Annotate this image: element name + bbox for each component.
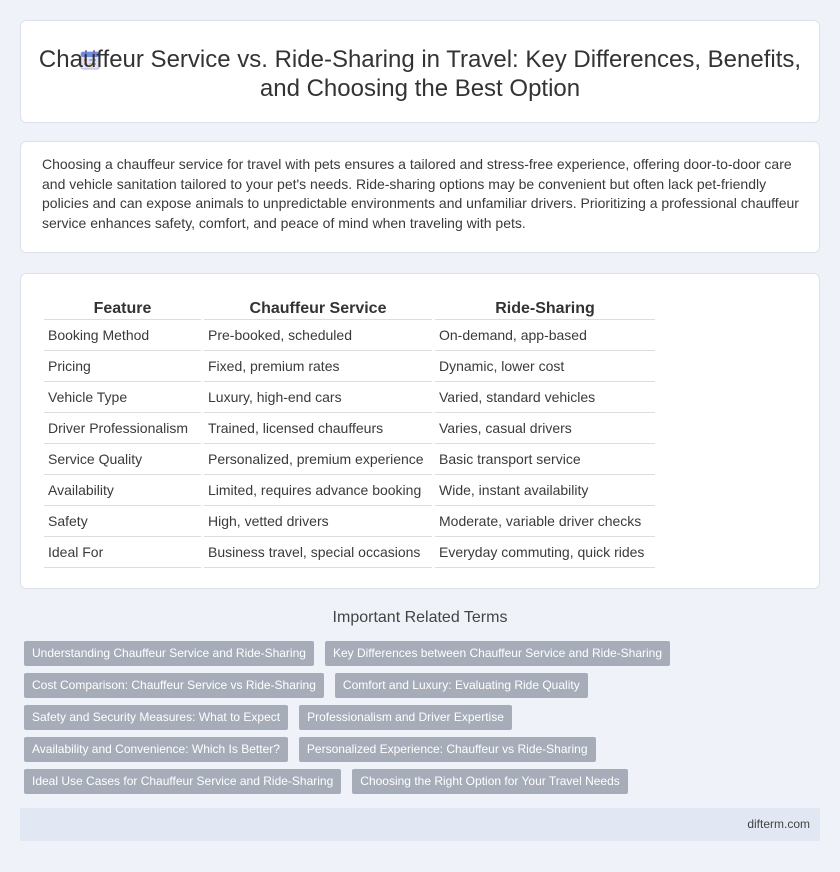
related-term-link[interactable]: Understanding Chauffeur Service and Ride-Sharing — [24, 641, 314, 666]
intro-paragraph: Choosing a chauffeur service for travel with pets ensures a tailored and stress-free experience, offering door-to-door care and vehicle sanitation tailored to your pet's needs. Ride-sharing options may be convenient but often lack pet-friendly policies and can expose animals to unpredictable environments and unfamiliar drivers. Prioritizing a professional chauffeur service enhances safety, comfort, and peace of mind when traveling with pets. — [42, 156, 799, 231]
table-row — [44, 382, 655, 413]
intro-card — [20, 141, 820, 253]
table-cell: Luxury, high-end cars — [204, 382, 432, 413]
table-row — [44, 506, 655, 537]
table-row — [44, 351, 655, 382]
table-cell: Fixed, premium rates — [204, 351, 432, 382]
table-cell: High, vetted drivers — [204, 506, 432, 537]
column-header: Ride-Sharing — [435, 294, 655, 320]
table-row — [44, 475, 655, 506]
table-cell: Vehicle Type — [44, 382, 201, 413]
related-term-link[interactable]: Ideal Use Cases for Chauffeur Service and Ride-Sharing — [24, 769, 341, 794]
table-cell: Moderate, variable driver checks — [435, 506, 655, 537]
title-card — [20, 20, 820, 123]
table-cell: Ideal For — [44, 537, 201, 568]
table-cell: Service Quality — [44, 444, 201, 475]
related-term-link[interactable]: Safety and Security Measures: What to Expect — [24, 705, 288, 730]
table-cell: Availability — [44, 475, 201, 506]
table-header-row — [44, 294, 655, 320]
table-cell: Dynamic, lower cost — [435, 351, 655, 382]
footer — [20, 808, 820, 841]
table-cell: Pricing — [44, 351, 201, 382]
table-cell: Personalized, premium experience — [204, 444, 432, 475]
table-cell: Varied, standard vehicles — [435, 382, 655, 413]
column-header: Chauffeur Service — [204, 294, 432, 320]
page-title: Chauffeur Service vs. Ride-Sharing in Travel: Key Differences, Benefits, and Choosing the Best Option — [38, 46, 802, 102]
table-cell: Driver Professionalism — [44, 413, 201, 444]
related-term-link[interactable]: Comfort and Luxury: Evaluating Ride Quality — [335, 673, 588, 698]
related-term-link[interactable]: Personalized Experience: Chauffeur vs Ride-Sharing — [299, 737, 596, 762]
table-row — [44, 444, 655, 475]
column-header: Feature — [44, 294, 201, 320]
table-cell: On-demand, app-based — [435, 320, 655, 351]
related-terms-heading: Important Related Terms — [332, 609, 508, 626]
related-term-link[interactable]: Key Differences between Chauffeur Service and Ride-Sharing — [325, 641, 670, 666]
footer-site-link[interactable]: difterm.com — [747, 817, 810, 831]
table-card — [20, 273, 820, 589]
related-term-link[interactable]: Choosing the Right Option for Your Travel Needs — [352, 769, 628, 794]
table-cell: Pre-booked, scheduled — [204, 320, 432, 351]
table-row — [44, 320, 655, 351]
related-terms-list — [20, 641, 780, 801]
table-cell: Limited, requires advance booking — [204, 475, 432, 506]
related-term-link[interactable]: Professionalism and Driver Expertise — [299, 705, 512, 730]
related-term-link[interactable]: Availability and Convenience: Which Is Better? — [24, 737, 288, 762]
table-cell: Varies, casual drivers — [435, 413, 655, 444]
table-cell: Everyday commuting, quick rides — [435, 537, 655, 568]
table-cell: Wide, instant availability — [435, 475, 655, 506]
table-cell: Business travel, special occasions — [204, 537, 432, 568]
table-cell: Trained, licensed chauffeurs — [204, 413, 432, 444]
table-row — [44, 537, 655, 568]
comparison-table — [41, 294, 658, 568]
table-cell: Safety — [44, 506, 201, 537]
table-cell: Booking Method — [44, 320, 201, 351]
table-row — [44, 413, 655, 444]
table-cell: Basic transport service — [435, 444, 655, 475]
related-term-link[interactable]: Cost Comparison: Chauffeur Service vs Ride-Sharing — [24, 673, 324, 698]
